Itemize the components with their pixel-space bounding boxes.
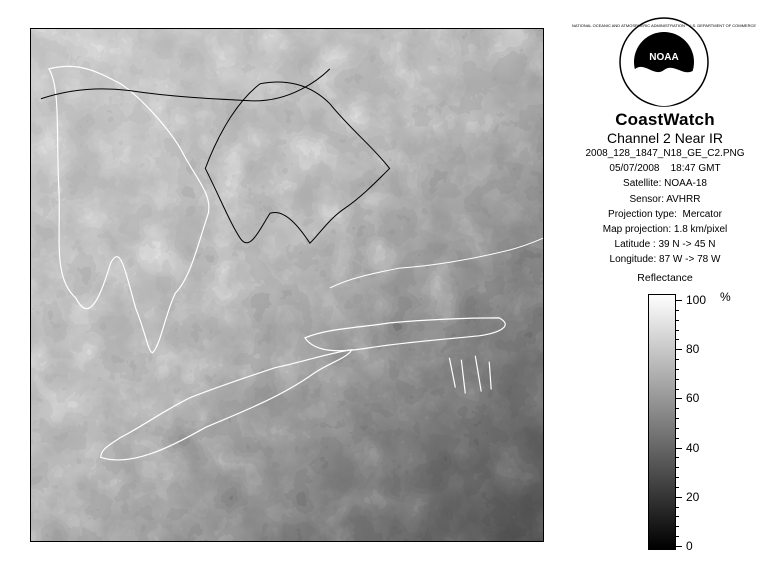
projection-type-text: Projection type: Mercator	[608, 208, 722, 220]
satellite-image	[30, 28, 544, 542]
colorbar-minor-tick	[676, 526, 679, 527]
colorbar-minor-tick	[676, 389, 679, 390]
colorbar-minor-tick	[676, 369, 679, 370]
colorbar-tick	[676, 349, 682, 350]
logo-ring-text: NATIONAL OCEANIC AND ATMOSPHERIC ADMINISTRATION · U.S. DEPARTMENT OF COMMERCE	[571, 23, 757, 28]
channel-title: Channel 2 Near IR	[607, 130, 723, 146]
map-projection-text: Map projection: 1.8 km/pixel	[602, 224, 728, 236]
colorbar-tick	[676, 546, 682, 547]
sensor-text: Sensor: AVHRR	[629, 193, 701, 205]
colorbar-tick	[676, 448, 682, 449]
colorbar-minor-tick	[676, 330, 679, 331]
colorbar-tick-label: 60	[686, 391, 700, 406]
filename-text: 2008_128_1847_N18_GE_C2.PNG	[585, 148, 745, 159]
colorbar-tick-label: 80	[686, 342, 700, 357]
metadata-block	[560, 146, 770, 268]
colorbar-minor-tick	[676, 457, 679, 458]
colorbar-tick-label: 0	[686, 539, 693, 553]
colorbar-minor-tick	[676, 339, 679, 340]
colorbar-tick-label: 40	[686, 440, 700, 455]
colorbar-minor-tick	[676, 507, 679, 508]
colorbar-tick-label: 20	[686, 489, 700, 504]
colorbar-minor-tick	[676, 428, 679, 429]
satellite-map	[31, 29, 543, 541]
colorbar-minor-tick	[676, 516, 679, 517]
colorbar-minor-tick	[676, 379, 679, 380]
brand-title: CoastWatch	[615, 110, 715, 129]
longitude-text: Longitude: 87 W -> 78 W	[609, 254, 721, 266]
colorbar-minor-tick	[676, 418, 679, 419]
colorbar-minor-tick	[676, 320, 679, 321]
cloud-shading	[31, 29, 543, 541]
colorbar	[648, 294, 676, 550]
logo-text: NOAA	[649, 52, 679, 63]
colorbar-tick	[676, 398, 682, 399]
colorbar-minor-tick	[676, 487, 679, 488]
colorbar-minor-tick	[676, 438, 679, 439]
colorbar-tick	[676, 300, 682, 301]
colorbar-minor-tick	[676, 477, 679, 478]
legend-unit: %	[720, 290, 731, 304]
satellite-text: Satellite: NOAA-18	[623, 178, 707, 190]
colorbar-minor-tick	[676, 359, 679, 360]
noaa-logo	[571, 16, 757, 108]
colorbar-minor-tick	[676, 467, 679, 468]
datetime-text: 05/07/2008 18:47 GMT	[609, 163, 721, 175]
latitude-text: Latitude : 39 N -> 45 N	[614, 239, 716, 251]
colorbar-tick-label: 100	[686, 293, 707, 307]
colorbar-tick	[676, 497, 682, 498]
info-panel	[560, 0, 782, 572]
colorbar-minor-tick	[676, 536, 679, 537]
colorbar-minor-tick	[676, 408, 679, 409]
legend-title: Reflectance	[637, 272, 693, 284]
colorbar-minor-tick	[676, 310, 679, 311]
